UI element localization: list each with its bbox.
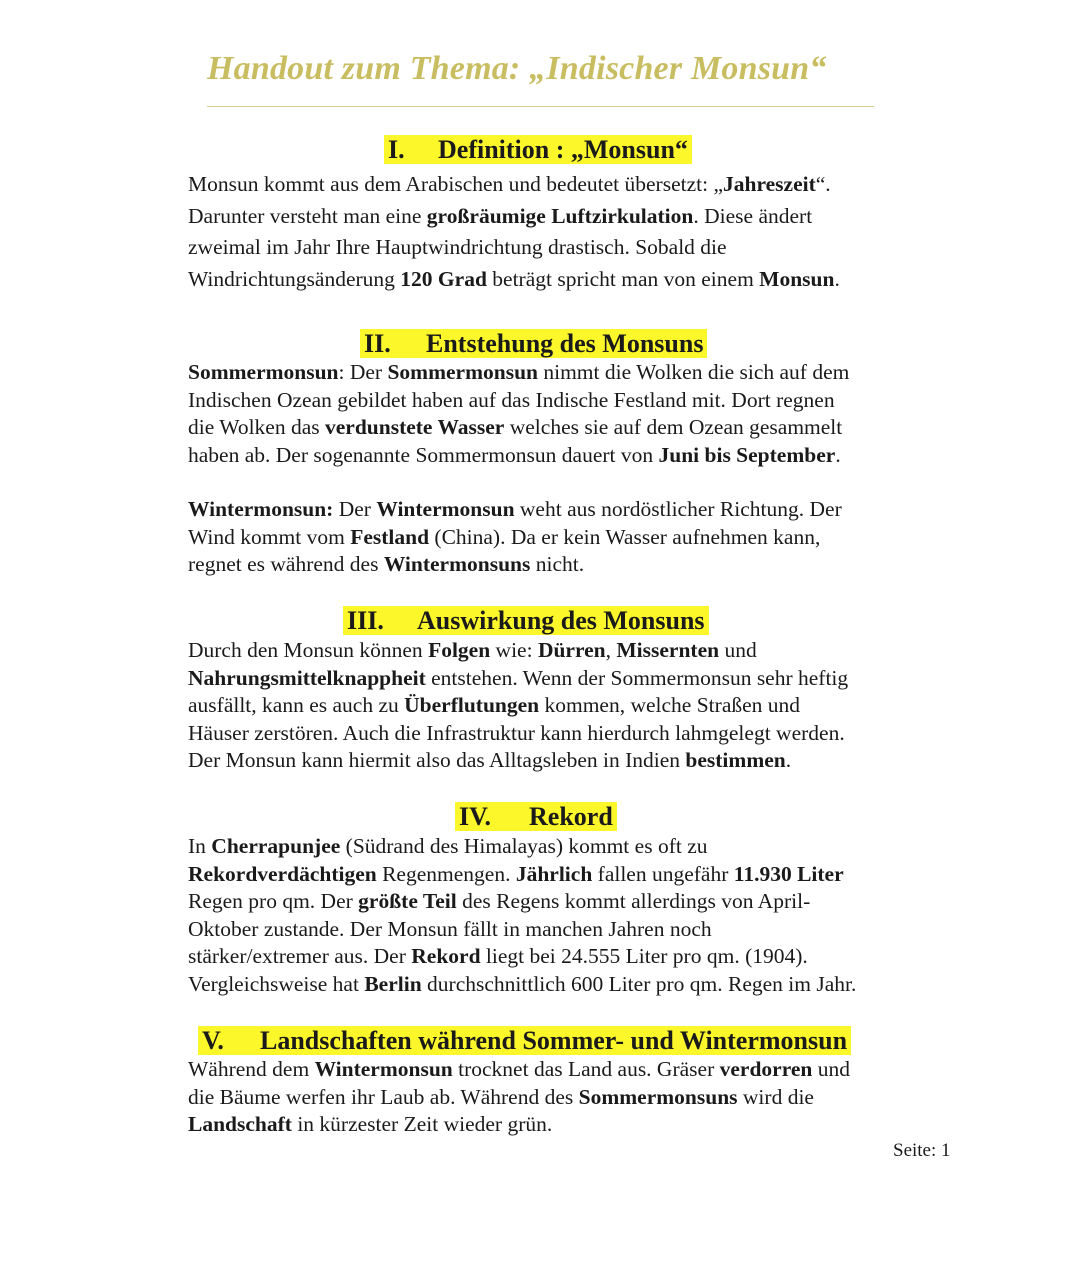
- text-run: Während dem: [188, 1057, 315, 1081]
- text-line: [188, 971, 856, 999]
- text-run: (Südrand des Himalayas) kommt es oft zu: [340, 834, 708, 858]
- section-heading-5: [198, 1025, 851, 1057]
- title-divider: [207, 106, 874, 107]
- text-run: regnet es während des: [188, 552, 384, 577]
- section-paragraph: [188, 496, 842, 579]
- section-number: IV.: [459, 802, 492, 831]
- text-run: entstehen. Wenn der Sommermonsun sehr heftig: [425, 665, 849, 690]
- section-number: V.: [202, 1026, 224, 1055]
- bold-text: 120 Grad: [400, 266, 487, 291]
- bold-text: Monsun: [759, 266, 835, 291]
- text-run: ausfällt, kann es auch zu: [188, 693, 405, 718]
- bold-text: Überflutungen: [404, 693, 540, 718]
- text-line: [188, 496, 842, 524]
- section-number: II.: [364, 329, 391, 358]
- text-run: Durch den Monsun können: [188, 638, 429, 662]
- section-title: Landschaften während Sommer- und Wintermonsun: [260, 1026, 848, 1055]
- text-line: [188, 665, 848, 693]
- text-run: “.: [815, 172, 831, 196]
- text-run: . Diese ändert: [693, 203, 813, 228]
- section-paragraph: [188, 1056, 850, 1139]
- text-run: wird die: [737, 1084, 814, 1109]
- text-line: [188, 524, 842, 552]
- text-line: [188, 637, 848, 665]
- section-heading-1: [384, 134, 692, 166]
- text-line: [188, 833, 856, 861]
- text-run: Monsun kommt aus dem Arabischen und bedeutet übersetzt: „: [188, 172, 723, 196]
- text-line: [188, 747, 848, 775]
- bold-text: Landschaft: [188, 1112, 292, 1137]
- text-run: Der Monsun kann hiermit also das Alltagsleben in Indien: [188, 748, 686, 773]
- bold-text: Festland: [350, 524, 430, 549]
- text-line: [188, 943, 856, 971]
- bold-text: Missernten: [616, 638, 720, 662]
- text-line: [188, 414, 849, 442]
- section-heading-3: [343, 605, 709, 637]
- text-run: welches sie auf dem Ozean gesammelt: [504, 415, 843, 440]
- bold-text: Wintermonsun: [376, 497, 515, 521]
- text-run: Regen pro qm. Der: [188, 889, 359, 914]
- text-run: Regenmengen.: [376, 861, 516, 886]
- text-line: [188, 551, 842, 579]
- text-line: [188, 359, 849, 387]
- section-number: III.: [347, 606, 384, 635]
- section-title: Rekord: [529, 802, 613, 831]
- bold-text: verdorren: [719, 1057, 813, 1081]
- text-run: in kürzester Zeit wieder grün.: [291, 1112, 553, 1137]
- bold-text: 11.930 Liter: [733, 861, 844, 886]
- section-paragraph: [188, 833, 856, 999]
- bold-text: Wintermonsun: [314, 1057, 453, 1081]
- text-run: Vergleichsweise hat: [188, 971, 365, 996]
- text-run: beträgt spricht man von einem: [486, 266, 760, 291]
- text-line: [188, 692, 848, 720]
- section-paragraph: [188, 637, 848, 775]
- text-run: Indischen Ozean gebildet haben auf das Indische Festland mit. Dort regnen: [188, 387, 835, 412]
- text-run: nimmt die Wolken die sich auf dem: [537, 360, 850, 384]
- bold-text: Sommermonsuns: [578, 1084, 738, 1109]
- text-run: weht aus nordöstlicher Richtung. Der: [514, 497, 842, 521]
- bold-text: großräumige Luftzirkulation: [426, 203, 694, 228]
- text-line: [188, 1084, 850, 1112]
- text-run: .: [785, 748, 792, 773]
- text-run: des Regens kommt allerdings von April-: [456, 889, 811, 914]
- text-line: [188, 1111, 850, 1139]
- text-run: In: [188, 834, 212, 858]
- text-run: Der: [333, 497, 377, 521]
- text-line: [188, 916, 856, 944]
- document-title: Handout zum Thema: „Indischer Monsun“: [207, 50, 827, 87]
- text-run: und: [812, 1057, 850, 1081]
- text-run: liegt bei 24.555 Liter pro qm. (1904).: [480, 944, 808, 969]
- text-run: Häuser zerstören. Auch die Infrastruktur kann hierdurch lahmgelegt werden.: [188, 720, 845, 745]
- text-line: [188, 1056, 850, 1084]
- text-run: durchschnittlich 600 Liter pro qm. Regen im Jahr.: [421, 971, 857, 996]
- section-title: Entstehung des Monsuns: [426, 329, 704, 358]
- text-run: zweimal im Jahr Ihre Hauptwindrichtung drastisch. Sobald die: [188, 235, 727, 259]
- text-run: Oktober zustande. Der Monsun fällt in manchen Jahren noch: [188, 916, 712, 941]
- bold-text: Wintermonsuns: [383, 552, 531, 577]
- text-run: die Bäume werfen ihr Laub ab. Während des: [188, 1084, 579, 1109]
- text-run: trocknet das Land aus. Gräser: [452, 1057, 720, 1081]
- bold-text: Sommermonsun: [188, 360, 339, 384]
- text-run: .: [835, 442, 841, 467]
- bold-text: Nahrungsmittelknappheit: [188, 665, 426, 690]
- text-run: nicht.: [530, 552, 585, 577]
- bold-text: bestimmen: [685, 748, 786, 773]
- text-line: [188, 232, 840, 264]
- bold-text: größte Teil: [358, 889, 457, 914]
- text-run: ,: [605, 638, 617, 662]
- text-run: wie:: [490, 638, 538, 662]
- text-run: Windrichtungsänderung: [188, 266, 401, 291]
- page-number: Seite: 1: [893, 1140, 951, 1161]
- bold-text: Rekord: [411, 944, 481, 969]
- text-line: [188, 861, 856, 889]
- text-run: Wind kommt vom: [188, 524, 351, 549]
- bold-text: Sommermonsun: [387, 360, 538, 384]
- text-run: (China). Da er kein Wasser aufnehmen kann,: [429, 524, 821, 549]
- bold-text: Jährlich: [515, 861, 593, 886]
- text-run: und: [719, 638, 757, 662]
- section-number: I.: [388, 135, 405, 164]
- text-run: .: [834, 266, 840, 291]
- bold-text: Jahreszeit: [723, 172, 816, 196]
- bold-text: Wintermonsun:: [188, 497, 334, 521]
- text-run: fallen ungefähr: [592, 861, 734, 886]
- text-line: [188, 201, 840, 233]
- section-paragraph: [188, 359, 849, 469]
- text-run: : Der: [338, 360, 388, 384]
- bold-text: Cherrapunjee: [211, 834, 341, 858]
- section-heading-2: [360, 328, 707, 360]
- bold-text: Folgen: [428, 638, 491, 662]
- text-run: haben ab. Der sogenannte Sommermonsun dauert von: [188, 442, 659, 467]
- bold-text: Rekordverdächtigen: [188, 861, 377, 886]
- text-run: stärker/extremer aus. Der: [188, 944, 412, 969]
- text-run: kommen, welche Straßen und: [539, 693, 801, 718]
- section-title: Auswirkung des Monsuns: [417, 606, 705, 635]
- bold-text: Juni bis September: [658, 442, 836, 467]
- text-line: [188, 720, 848, 748]
- section-title: Definition : „Monsun“: [438, 135, 688, 164]
- text-line: [188, 169, 840, 201]
- bold-text: verdunstete Wasser: [325, 415, 505, 440]
- bold-text: Berlin: [364, 971, 422, 996]
- text-run: Darunter versteht man eine: [188, 203, 427, 228]
- text-line: [188, 264, 840, 296]
- text-run: die Wolken das: [188, 415, 325, 440]
- bold-text: Dürren: [537, 638, 606, 662]
- text-line: [188, 442, 849, 470]
- text-line: [188, 387, 849, 415]
- section-heading-4: [455, 801, 617, 833]
- section-paragraph: [188, 169, 840, 295]
- text-line: [188, 888, 856, 916]
